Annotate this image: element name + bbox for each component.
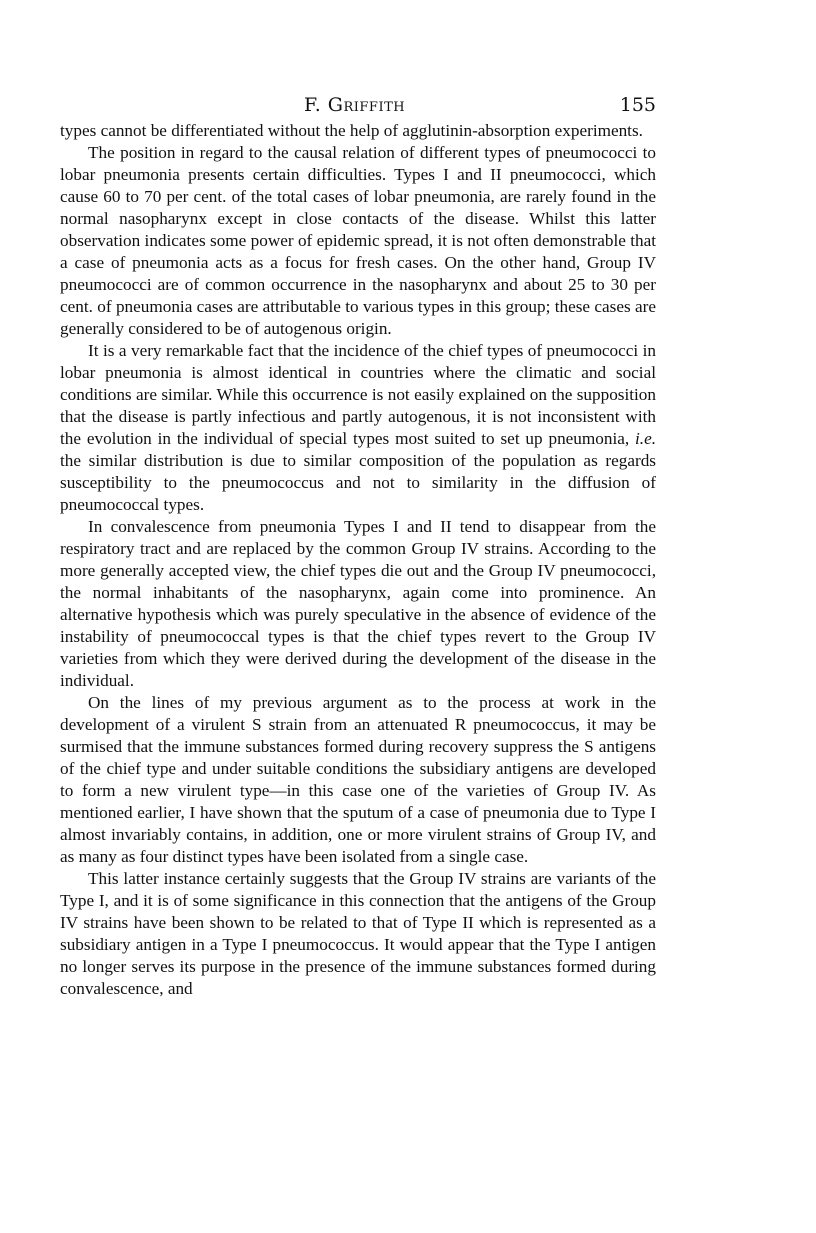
paragraph: This latter instance certainly suggests that the Group IV strains are variants of the Type I, and it is of some significance in this connection that the antigens of the Group IV strains have been shown to be related to that of Type II which is represented as a subsidiary antigen in a Type I pneumococcus. It would appear that the Type I antigen no longer serves its purpose in the presence of the immune substances formed during convalescence, and <box>60 869 656 998</box>
running-header <box>60 88 656 120</box>
paragraph: The position in regard to the causal relation of different types of pneumococci to lobar pneumonia presents certain difficulties. Types I and II pneumococci, which cause 60 to 70 per cent. of the total cases of lobar pneumonia, are rarely found in the normal nasopharynx except in close contacts of the disease. Whilst this latter observation indicates some power of epidemic spread, it is not often demonstrable that a case of pneumonia acts as a focus for fresh cases. On the other hand, Group IV pneumococci are of common occurrence in the nasopharynx and about 25 to 30 per cent. of pneumonia cases are attributable to various types in this group; these cases are generally considered to be of autogenous origin. <box>60 143 656 338</box>
body-text <box>60 120 656 1000</box>
paragraph: In convalescence from pneumonia Types I and II tend to disappear from the respiratory tract and are replaced by the common Group IV strains. According to the more generally accepted view, the chief types die out and the Group IV pneumococci, the normal inhabitants of the nasopharynx, again come into prominence. An alternative hypothesis which was purely speculative in the absence of evidence of the instability of pneumococcal types is that the chief types revert to the Group IV varieties from which they were derived during the development of the disease in the individual. <box>60 517 656 690</box>
running-head-author: F. Griffith <box>304 94 406 116</box>
paragraph: On the lines of my previous argument as to the process at work in the development of a virulent S strain from an attenuated R pneumococcus, it may be surmised that the immune substances formed during recovery suppress the S antigens of the chief type and under suitable conditions the subsidiary antigens are developed to form a new virulent type—in this case one of the varieties of Group IV. As mentioned earlier, I have shown that the sputum of a case of pneumonia due to Type I almost invariably contains, in addition, one or more virulent strains of Group IV, and as many as four distinct types have been isolated from a single case. <box>60 693 656 866</box>
italic-abbreviation: i.e. <box>635 429 656 448</box>
paragraph-continuation: types cannot be differentiated without the help of agglutinin-absorption experiments. <box>60 121 643 140</box>
page-number: 155 <box>619 94 656 116</box>
paragraph-text: It is a very remarkable fact that the incidence of the chief types of pneumococci in lobar pneumonia is almost identical in countries where the climatic and social conditions are similar. While this occurrence is not easily explained on the supposition that the disease is partly infectious and partly autogenous, it is not inconsistent with the evolution in the individual of special types most suited to set up pneumonia, <box>60 341 656 448</box>
document-page <box>60 88 656 1000</box>
paragraph-text: the similar distribution is due to similar composition of the population as regards susceptibility to the pneumococcus and not to similarity in the diffusion of pneumococcal types. <box>60 451 656 514</box>
paragraph <box>60 340 656 516</box>
